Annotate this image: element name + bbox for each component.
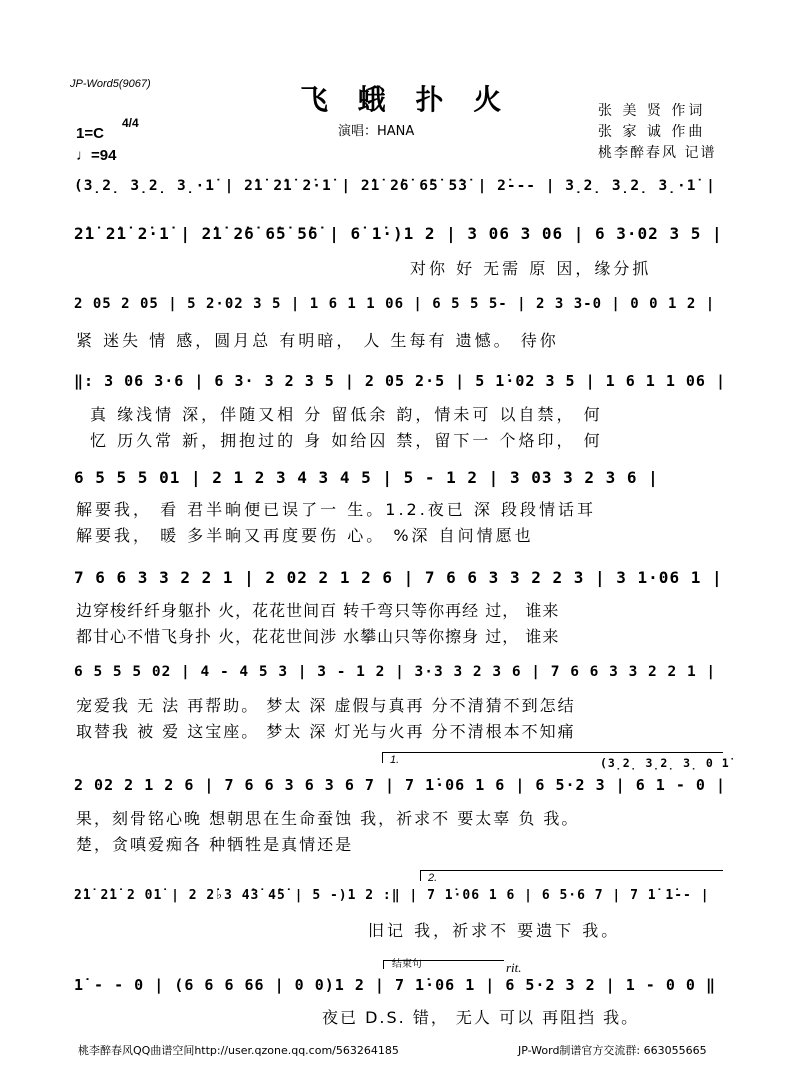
lyrics-line-4-verse-2: 忆 历久常 新，拥抱过的 身 如给囚 禁，留下一 个烙印， 何 bbox=[90, 431, 603, 450]
lyrics-line-6-verse-1: 边穿梭纤纤身躯扑 火，花花世间百 转千弯只等你再经 过， 谁来 bbox=[76, 601, 560, 620]
footer-right: JP-Word制谱官方交流群: 663055665 bbox=[518, 1044, 707, 1057]
notation-line-3: 2 05 2 05 | 5 2·02 3 5 | 1 6 1 1 06 | 6 5 5 5- | 2 3 3-0 | 0 0 1 2 | bbox=[74, 296, 716, 312]
notation-line-1: (3̣2̣ 3̣2̣ 3̣·1̇ | 2̇1̇ 2̇1̇ 2̇·1̇ | 2̇1̇ 2̇6̇ 6̇5̇ 5̇3̇ | 2̇--- | 3̣2̣ 3̣2̣ 3̣·1̇ | bbox=[74, 178, 716, 194]
lyrics-line-3: 紧 迷失 情 感，圆月总 有明暗， 人 生每有 遗憾。 待你 bbox=[76, 331, 559, 350]
transcriber-label: 桃李醉春风 记谱 bbox=[598, 145, 717, 161]
volta-1-label: 1. bbox=[390, 754, 400, 766]
song-title: 飞 蛾 扑 火 bbox=[300, 83, 512, 116]
notation-line-8: 2 02 2 1 2 6 | 7 6 6 3 6 3 6 7 | 7 1̇·06 1 6 | 6 5·2 3 | 6 1 - 0 | bbox=[74, 776, 726, 794]
notation-line-2: 2̇1̇ 2̇1̇ 2̇·1̇ | 2̇1̇ 2̇6̇ 6̇5̇ 5̇6̇ | 6̇ 1̇·)1 2 | 3 06 3 06 | 6 3·02 3 5 | bbox=[74, 224, 723, 243]
ending-label: 结束句 bbox=[392, 959, 422, 970]
notation-line-5: 6 5 5 5 01 | 2 1 2 3 4 3 4 5 | 5 - 1 2 | 3 03 3 2 3 6 | bbox=[74, 468, 659, 487]
lyrics-line-10: 夜已 D.S. 错， 无人 可以 再阻挡 我。 bbox=[322, 1008, 640, 1027]
lyrics-line-7-verse-1: 宠爱我 无 法 再帮助。 梦太 深 虚假与真再 分不清猜不到怎结 bbox=[76, 696, 576, 715]
lyrics-line-4-verse-1: 真 缘浅情 深，伴随又相 分 留低余 韵，情未可 以自禁， 何 bbox=[90, 405, 603, 424]
volta-1-notes: (3̣2̣ 3̣2̣ 3̣ 0 1̇ bbox=[600, 756, 730, 770]
tempo-marking: ♩=94 bbox=[76, 147, 117, 164]
lyrics-line-5-verse-1: 解要我， 看 君半晌便已误了一 生。1.2.夜已 深 段段情话耳 bbox=[76, 500, 596, 519]
lyrics-line-8-verse-2: 楚，贪嗔爱痴各 种牺牲是真情还是 bbox=[76, 835, 354, 854]
lyrics-line-7-verse-2: 取替我 被 爱 这宝座。 梦太 深 灯光与火再 分不清根本不知痛 bbox=[76, 722, 576, 741]
volta-2-label: 2. bbox=[428, 872, 438, 884]
source-label: JP-Word5(9067) bbox=[70, 78, 151, 90]
notation-line-7: 6 5 5 5 02 | 4 - 4 5 3 | 3 - 1 2 | 3·3 3 2 3 6 | 7 6 6 3 3 2 2 1 | bbox=[74, 664, 717, 680]
time-signature: 4/4 bbox=[122, 116, 139, 130]
lyrics-line-9: 旧记 我，祈求不 要遗下 我。 bbox=[368, 921, 621, 940]
lyrics-line-6-verse-2: 都甘心不惜飞身扑 火，花花世间涉 水攀山只等你擦身 过， 谁来 bbox=[76, 627, 560, 646]
key-signature: 1=C bbox=[76, 125, 104, 142]
rit-mark: rit. bbox=[506, 960, 522, 975]
notation-line-6: 7 6 6 3 3 2 2 1 | 2 02 2 1 2 6 | 7 6 6 3 3 2 2 3 | 3 1·06 1 | bbox=[74, 568, 723, 587]
lyrics-line-8-verse-1: 果，刻骨铭心晚 想朝思在生命蚕蚀 我，祈求不 要太辜 负 我。 bbox=[76, 809, 580, 828]
notation-line-9: 2̇1̇ 2̇1̇ 2 01̇ | 2 2̇♭3 4̇3̇ 4̇5̇ | 5 -)1 2 :‖ | 7 1̇·06 1 6 | 6 5·6 7 | 7 1̇ 1̇-- | bbox=[74, 888, 710, 903]
singer-label: 演唱：HANA bbox=[338, 124, 415, 139]
notation-line-4: ‖: 3 06 3·6 | 6 3· 3 2 3 5 | 2 05 2·5 | 5 1̇·02 3 5 | 1 6 1 1 06 | bbox=[74, 372, 726, 390]
notation-line-10: 1̇ - - 0 | (6 6 6 66 | 0 0)1 2 | 7 1̇·06 1 | 6 5·2 3 2 | 1 - 0 0 ‖ bbox=[74, 976, 716, 994]
lyricist-label: 张 美 贤 作词 bbox=[598, 103, 706, 119]
footer-left: 桃李醉春风QQ曲谱空间http://user.qzone.qq.com/563264185 bbox=[78, 1044, 399, 1057]
lyrics-line-5-verse-2: 解要我， 暖 多半晌又再度要伤 心。 %深 自问情愿也 bbox=[76, 526, 534, 545]
lyrics-line-2: 对你 好 无需 原 因，缘分抓 bbox=[410, 259, 652, 278]
volta-2-bracket bbox=[420, 870, 723, 881]
composer-label: 张 家 诚 作曲 bbox=[598, 124, 706, 140]
